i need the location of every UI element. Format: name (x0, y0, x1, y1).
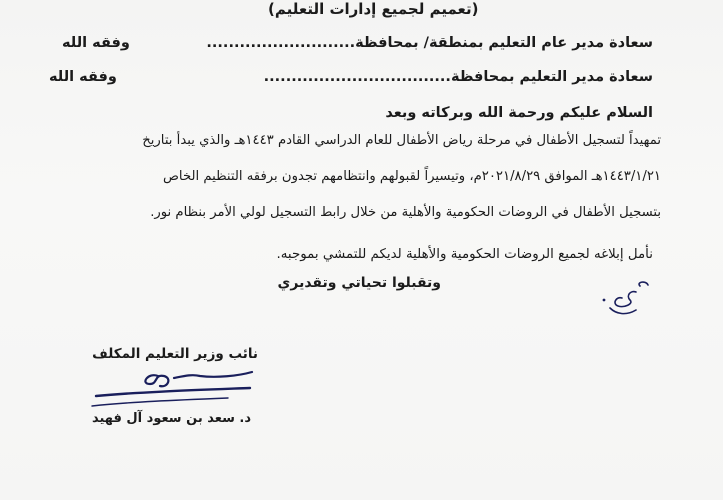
body-line-3: بتسجيل الأطفال في الروضات الحكومية والأهلية من خلال رابط التسجيل لولي الأمر بنظام نور. (150, 205, 661, 220)
signatory-name: د. سعد بن سعود آل فهيد (91, 411, 251, 426)
closing-line: وتقبلوا تحياتي وتقديري (277, 275, 441, 291)
handwritten-initial-mark (596, 278, 656, 322)
signature-mark (88, 362, 260, 412)
body-line-1: تمهيداً لتسجيل الأطفال في مرحلة رياض الأطفال للعام الدراسي القادم ١٤٤٣هـ والذي يبدأ بتاريخ (142, 133, 661, 148)
addressee-line-2: سعادة مدير التعليم بمحافظة.................................. (263, 69, 653, 85)
signatory-title: نائب وزير التعليم المكلف (92, 346, 258, 362)
greeting: السلام عليكم ورحمة الله وبركاته وبعد (385, 105, 653, 121)
circular-title: (تعميم لجميع إدارات التعليم) (268, 0, 479, 18)
addressee-line-1: سعادة مدير عام التعليم بمنطقة/ بمحافظة........................... (206, 35, 653, 51)
request-line: نأمل إبلاغه لجميع الروضات الحكومية والأهلية لديكم للتمشي بموجبه. (276, 247, 653, 262)
blessing-2: وفقه الله (49, 69, 117, 85)
body-line-2: ١٤٤٣/١/٢١هـ الموافق ٢٠٢١/٨/٢٩م، وتيسيراً لقبولهم وانتظامهم تجدون برفقه التنظيم الخاص (162, 169, 661, 184)
blessing-1: وفقه الله (62, 35, 130, 51)
